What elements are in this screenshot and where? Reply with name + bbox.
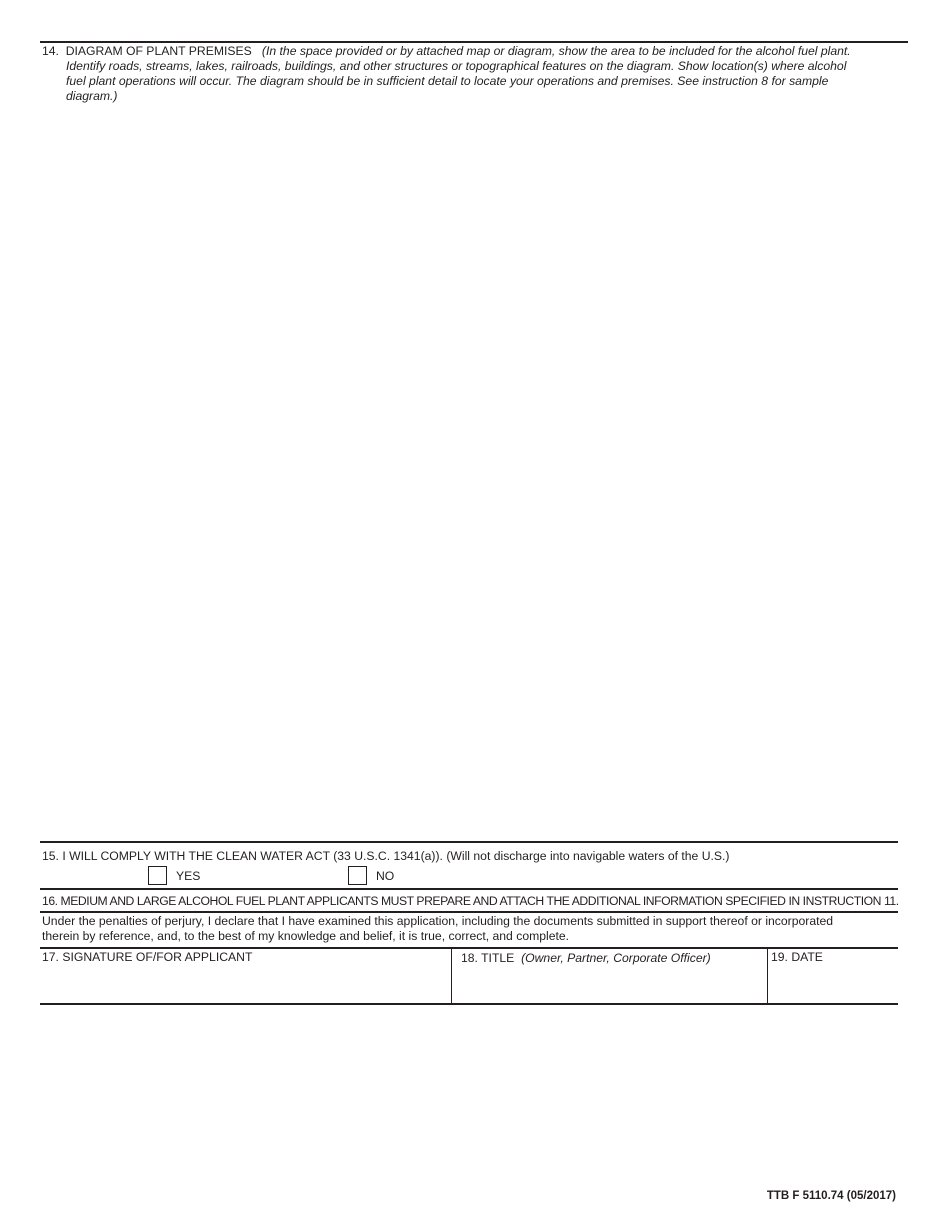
section-14-instruction-1: (In the space provided or by attached map or diagram, show the area to be included for the alcohol fuel plant. bbox=[261, 44, 851, 58]
section-14-instruction-3: fuel plant operations will occur. The diagram should be in sufficient detail to locate your operations and premises. See instruction 8 for sample bbox=[66, 74, 829, 88]
signature-row-bottom-rule bbox=[40, 1003, 898, 1005]
no-checkbox[interactable] bbox=[348, 866, 367, 885]
title-hint: (Owner, Partner, Corporate Officer) bbox=[521, 951, 711, 965]
yes-checkbox[interactable] bbox=[148, 866, 167, 885]
title-field[interactable] bbox=[452, 949, 767, 1003]
section-14-instruction-4: diagram.) bbox=[66, 89, 118, 103]
section-14-instruction-2: Identify roads, streams, lakes, railroads, buildings, and other structures or topographical features on the diagram. Show location(s) where alcohol bbox=[66, 59, 847, 73]
section-16-label: 16. MEDIUM AND LARGE ALCOHOL FUEL PLANT APPLICANTS MUST PREPARE AND ATTACH THE ADDITIONAL INFORMATION SPECIFIED IN INSTRUCTION 11. bbox=[42, 894, 899, 908]
section-14-title: 14. DIAGRAM OF PLANT PREMISES bbox=[42, 44, 252, 58]
declaration-top-rule bbox=[40, 911, 898, 913]
form-id: TTB F 5110.74 (05/2017) bbox=[766, 1190, 896, 1202]
section-16-top-rule bbox=[40, 888, 898, 890]
yes-label: YES bbox=[176, 869, 201, 883]
date-field[interactable] bbox=[768, 949, 898, 1003]
section-15-label: 15. I WILL COMPLY WITH THE CLEAN WATER ACT (33 U.S.C. 1341(a)). (Will not discharge into navigable waters of the U.S.) bbox=[42, 849, 730, 863]
section-15-top-rule bbox=[40, 841, 898, 843]
no-label: NO bbox=[376, 869, 395, 883]
top-rule bbox=[40, 41, 908, 43]
date-label: 19. DATE bbox=[771, 950, 823, 964]
section-14-header bbox=[42, 44, 902, 104]
diagram-area[interactable] bbox=[40, 108, 908, 840]
declaration-line-1: Under the penalties of perjury, I declare that I have examined this application, including the documents submitted in support thereof or incorporated bbox=[42, 914, 834, 928]
signature-field[interactable] bbox=[40, 949, 451, 1003]
signature-label: 17. SIGNATURE OF/FOR APPLICANT bbox=[42, 950, 253, 964]
title-label: 18. TITLE (Owner, Partner, Corporate Officer) bbox=[461, 951, 711, 965]
declaration-line-2: therein by reference, and, to the best of my knowledge and belief, it is true, correct, and complete. bbox=[42, 929, 570, 943]
